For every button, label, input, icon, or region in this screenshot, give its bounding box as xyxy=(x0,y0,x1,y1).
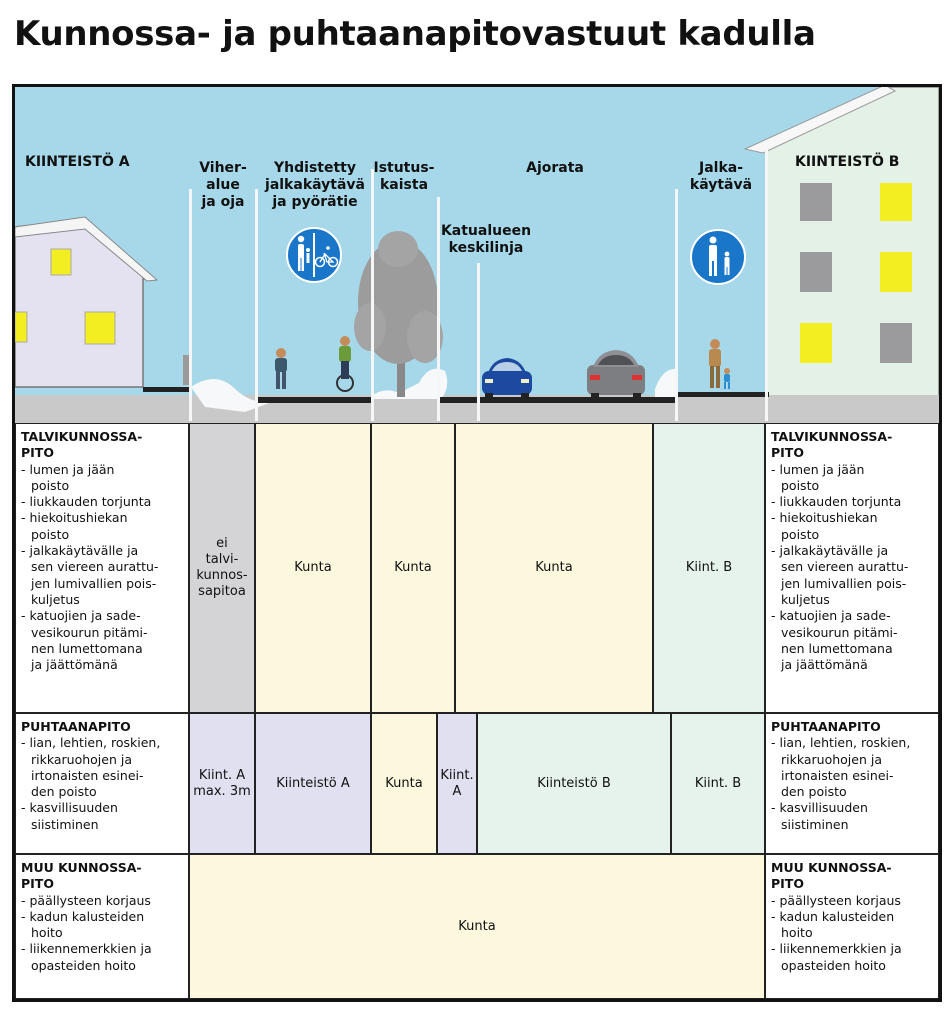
task-line: siistiminen xyxy=(31,816,99,832)
label-kiinteisto-b: KIINTEISTÖ B xyxy=(795,154,900,170)
task-item xyxy=(771,941,933,974)
section-title-line: PITO xyxy=(21,876,54,892)
task-item xyxy=(771,800,933,833)
task-line: irtonaisten esinei- xyxy=(31,767,144,783)
task-line: siistiminen xyxy=(781,816,849,832)
task-line: lian, lehtien, roskien, xyxy=(29,735,161,751)
label-istutuskaista: Istutus- kaista xyxy=(373,160,435,193)
task-line: vesikourun pitämi- xyxy=(781,624,898,640)
cycle-path-surface xyxy=(255,397,373,403)
label-keskilinja: Katualueen keskilinja xyxy=(440,223,532,256)
task-item xyxy=(21,735,183,800)
task-list xyxy=(771,735,933,833)
party-line: kunnos- xyxy=(196,568,248,583)
label-jalkakaytava: Jalka- käytävä xyxy=(689,160,753,193)
party-line: Kiint. B xyxy=(694,775,742,791)
task-item xyxy=(771,735,933,800)
party-line: Kiint. A xyxy=(198,767,246,783)
task-line: päällysteen korjaus xyxy=(29,892,151,908)
task-line: liikennemerkkien ja xyxy=(779,941,902,957)
responsibility-grid xyxy=(15,423,939,999)
task-item xyxy=(771,543,933,608)
party-line: Kunta xyxy=(394,560,432,575)
party-line: Kunta xyxy=(535,560,573,575)
task-line: den poisto xyxy=(31,784,97,800)
party-line: Kunta xyxy=(385,775,423,791)
task-line: sen viereen aurattu- xyxy=(31,559,159,575)
party-line: Kunta xyxy=(458,918,496,934)
task-line: rikkaruohojen ja xyxy=(31,751,133,767)
task-item xyxy=(21,909,183,942)
task-line: hoito xyxy=(31,925,63,941)
task-list xyxy=(21,462,183,674)
puhtaanapito-responsible-party xyxy=(477,713,671,854)
task-line: kuljetus xyxy=(31,591,80,607)
task-line: liikennemerkkien ja xyxy=(29,941,152,957)
talvi-responsible-party xyxy=(189,423,255,713)
diagram-frame xyxy=(12,84,942,1002)
party-line: Kiint. xyxy=(440,767,474,783)
party-line: Kiinteistö A xyxy=(276,775,350,791)
task-line: opasteiden hoito xyxy=(31,957,136,973)
task-list xyxy=(771,893,933,974)
task-item xyxy=(21,494,183,510)
talvi-responsible-party xyxy=(455,423,653,713)
task-line: kadun kalusteiden xyxy=(779,908,895,924)
task-line: poisto xyxy=(31,477,70,493)
puhtaanapito-description-right xyxy=(765,713,939,854)
task-item xyxy=(771,608,933,673)
task-line: jen lumivallien pois- xyxy=(781,575,907,591)
task-list xyxy=(771,462,933,674)
task-line: ja jäättömänä xyxy=(31,657,118,673)
task-item xyxy=(21,800,183,833)
muu-responsible-party xyxy=(189,854,765,999)
task-line: ja jäättömänä xyxy=(781,657,868,673)
label-ajorata: Ajorata xyxy=(526,160,584,176)
party-line: ei xyxy=(216,536,228,551)
task-line: poisto xyxy=(781,477,820,493)
puhtaanapito-responsible-party xyxy=(255,713,371,854)
muu-description-right xyxy=(765,854,939,999)
task-item xyxy=(21,941,183,974)
street-illustration xyxy=(15,87,939,423)
task-line: lian, lehtien, roskien, xyxy=(779,735,911,751)
section-title-line: MUU KUNNOSSA- xyxy=(21,860,142,875)
task-line: päällysteen korjaus xyxy=(779,892,901,908)
task-item xyxy=(21,608,183,673)
task-item xyxy=(771,494,933,510)
combined-path-sign-icon xyxy=(287,228,341,282)
talvi-responsible-party xyxy=(255,423,371,713)
task-line: kasvillisuuden xyxy=(29,800,118,816)
label-viheralue: Viher- alue ja oja xyxy=(199,160,247,210)
task-item xyxy=(21,510,183,543)
section-title-line: PITO xyxy=(771,445,804,461)
section-title-line: MUU KUNNOSSA- xyxy=(771,860,892,875)
task-line: rikkaruohojen ja xyxy=(781,751,883,767)
task-list xyxy=(21,735,183,833)
task-line: opasteiden hoito xyxy=(781,957,886,973)
puhtaanapito-responsible-party xyxy=(189,713,255,854)
muu-description-left xyxy=(15,854,189,999)
section-title-line: PITO xyxy=(771,876,804,892)
party-line: A xyxy=(452,783,462,799)
page-title: Kunnossa- ja puhtaanapitovastuut kadulla xyxy=(14,14,816,54)
task-line: kasvillisuuden xyxy=(779,800,868,816)
party-line: sapitoa xyxy=(198,584,246,599)
task-line: sen viereen aurattu- xyxy=(781,559,909,575)
task-item xyxy=(771,909,933,942)
talvi-description-left xyxy=(15,423,189,713)
party-line: talvi- xyxy=(205,552,239,567)
task-line: jen lumivallien pois- xyxy=(31,575,157,591)
task-line: vesikourun pitämi- xyxy=(31,624,148,640)
task-line: hiekoitushiekan xyxy=(29,510,128,526)
task-line: liukkauden torjunta xyxy=(779,494,902,510)
party-line: Kunta xyxy=(294,560,332,575)
task-line: katuojien ja sade- xyxy=(779,608,891,624)
task-line: lumen ja jään xyxy=(779,461,865,477)
task-line: lumen ja jään xyxy=(29,461,115,477)
talvi-responsible-party xyxy=(653,423,765,713)
task-line: kuljetus xyxy=(781,591,830,607)
task-line: katuojien ja sade- xyxy=(29,608,141,624)
puhtaanapito-description-left xyxy=(15,713,189,854)
sidewalk-surface xyxy=(677,392,769,397)
task-item xyxy=(21,893,183,909)
puhtaanapito-responsible-party xyxy=(371,713,437,854)
task-line: den poisto xyxy=(781,784,847,800)
label-kiinteisto-a: KIINTEISTÖ A xyxy=(25,154,130,170)
section-title-line: PUHTAANAPITO xyxy=(21,719,131,734)
task-line: hoito xyxy=(781,925,813,941)
task-line: poisto xyxy=(31,526,70,542)
party-line: Kiinteistö B xyxy=(537,775,611,791)
section-title-line: TALVIKUNNOSSA- xyxy=(21,429,143,444)
party-line: Kiint. B xyxy=(685,560,733,575)
task-item xyxy=(771,893,933,909)
task-item xyxy=(771,462,933,495)
puhtaanapito-responsible-party xyxy=(437,713,477,854)
task-line: jalkakäytävälle ja xyxy=(29,543,139,559)
task-item xyxy=(21,543,183,608)
task-line: irtonaisten esinei- xyxy=(781,767,894,783)
task-line: poisto xyxy=(781,526,820,542)
label-yhdistetty: Yhdistetty jalkakäytävä ja pyörätie xyxy=(265,160,365,210)
task-line: jalkakäytävälle ja xyxy=(779,543,889,559)
pedestrian-sign-icon xyxy=(691,230,745,284)
talvi-responsible-party xyxy=(371,423,455,713)
task-line: hiekoitushiekan xyxy=(779,510,878,526)
task-line: kadun kalusteiden xyxy=(29,908,145,924)
section-title-line: PITO xyxy=(21,445,54,461)
task-item xyxy=(21,462,183,495)
task-line: liukkauden torjunta xyxy=(29,494,152,510)
section-title-line: TALVIKUNNOSSA- xyxy=(771,429,893,444)
talvi-description-right xyxy=(765,423,939,713)
task-line: nen lumettomana xyxy=(781,640,893,656)
task-line: nen lumettomana xyxy=(31,640,143,656)
task-list xyxy=(21,893,183,974)
puhtaanapito-responsible-party xyxy=(671,713,765,854)
section-title-line: PUHTAANAPITO xyxy=(771,719,881,734)
task-item xyxy=(771,510,933,543)
party-line: max. 3m xyxy=(193,783,251,799)
